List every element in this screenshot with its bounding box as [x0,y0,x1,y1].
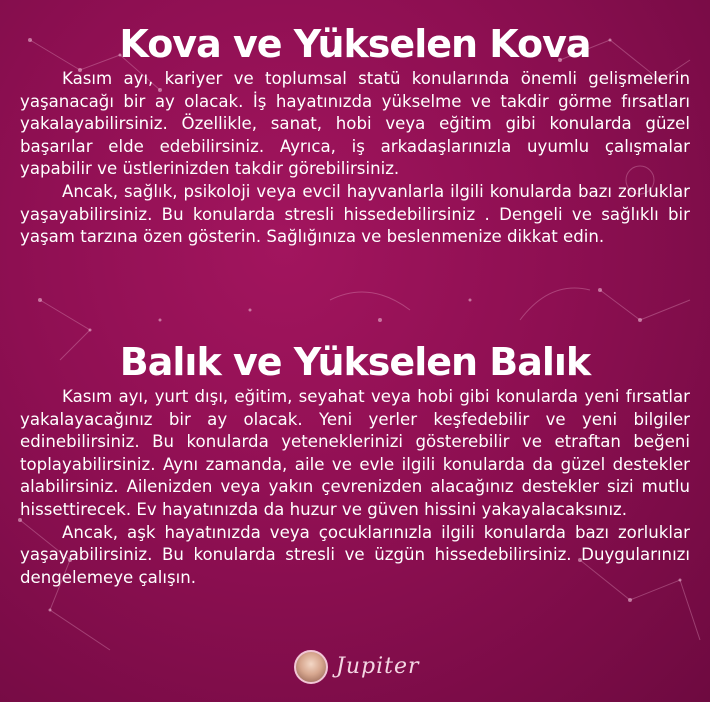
avatar-portrait-icon [294,650,328,684]
brand-signature: Jupiter [336,654,420,679]
footer-brand [294,648,434,688]
section-paragraph: Ancak, aşk hayatınızda veya çocuklarınızla ilgili konularda bazı zorluklar yaşayabilirsiniz. Bu konularda stresli ve üzgün hissedebilirsiniz. Duygularınızı dengelemeye çalışın. [20,522,690,587]
section-balik [20,338,690,589]
section-title: Balık ve Yükselen Balık [119,340,591,384]
section-title: Kova ve Yükselen Kova [119,22,591,66]
section-paragraph: Kasım ayı, yurt dışı, eğitim, seyahat veya hobi gibi konularda yeni fırsatlar yakalayacağınız bir ay olacak. Yeni yerler keşfedebilir ve yeni bilgiler edinebilirsiniz. Bu konularda yeteneklerinizi gösterebilir ve etraftan beğeni toplayabilirsiniz. Aynı zamanda, aile ve evle ilgili konularda da güzel destekler alabilirsiniz. Ailenizden veya yakın çevrenizden alacağınız destekler sizi mutlu hissettirecek. Ev hayatınızda da huzur ve güven hissini yakayalacaksınız. [20,387,690,519]
section-kova [20,20,690,249]
section-paragraph: Ancak, sağlık, psikoloji veya evcil hayvanlarla ilgili konularda bazı zorluklar yaşayabilirsiniz. Bu konularda stresli hissedebilirsiniz . Dengeli ve sağlıklı bir yaşam tarzına özen gösterin. Sağlığınıza ve beslenmenize dikkat edin. [20,181,690,247]
section-paragraph: Kasım ayı, kariyer ve toplumsal statü konularında önemli gelişmelerin yaşanacağı bir ay olacak. İş hayatınızda yükselme ve takdir görme fırsatları yakalayabilirsiniz. Özellikle, sanat, hobi veya eğitim gibi konularda güzel başarılar elde edebilirsiniz. Ayrıca, iş arkadaşlarınızla uyumlu çalışmalar yapabilir ve üstlerinizden takdir görebilirsiniz. [20,69,690,179]
